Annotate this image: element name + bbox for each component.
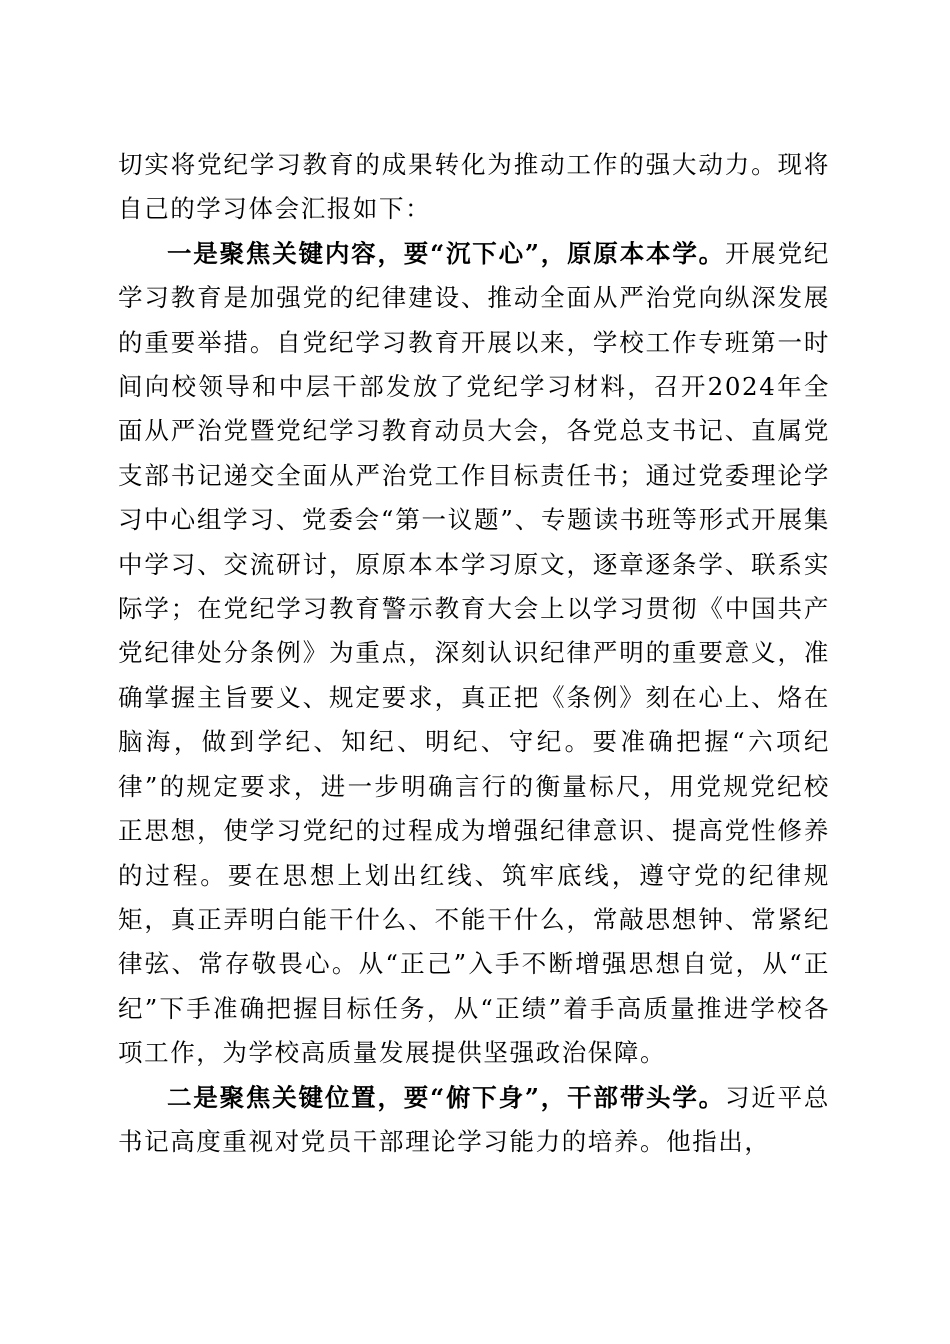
paragraph-lead: 二是聚焦关键位置，要“俯下身”，干部带头学。: [167, 1082, 725, 1112]
paragraph-point-one: [118, 232, 830, 1076]
paragraph-text: 开展党纪学习教育是加强党的纪律建设、推动全面从严治党向纵深发展的重要举措。自党纪学习教育开展以来，学校工作专班第一时间向校领导和中层干部发放了党纪学习材料，召开2024年全面从严治党暨党纪学习教育动员大会，各党总支书记、直属党支部书记递交全面从严治党工作目标责任书；通过党委理论学习中心组学习、党委会“第一议题”、专题读书班等形式开展集中学习、交流研讨，原原本本学习原文，逐章逐条学、联系实际学；在党纪学习教育警示教育大会上以学习贯彻《中国共产党纪律处分条例》为重点，深刻认识纪律严明的重要意义，准确掌握主旨要义、规定要求，真正把《条例》刻在心上、烙在脑海，做到学纪、知纪、明纪、守纪。要准确把握“六项纪律”的规定要求，进一步明确言行的衡量标尺，用党规党纪校正思想，使学习党纪的过程成为增强纪律意识、提高党性修养的过程。要在思想上划出红线、筑牢底线，遵守党的纪律规矩，真正弄明白能干什么、不能干什么，常敲思想钟、常紧纪律弦、常存敬畏心。从“正己”入手不断增强思想自觉，从“正纪”下手准确把握目标任务，从“正绩”着手高质量推进学校各项工作，为学校高质量发展提供坚强政治保障。: [118, 238, 830, 1068]
paragraph-text: 习近平总书记高度重视对党员干部理论学习能力的培养。他指出，: [118, 1082, 830, 1156]
document-body: [118, 143, 830, 1164]
paragraph-text: 切实将党纪学习教育的成果转化为推动工作的强大动力。现将自己的学习体会汇报如下：: [118, 150, 830, 224]
paragraph-intro: [118, 143, 830, 232]
paragraph-point-two: [118, 1076, 830, 1165]
paragraph-lead: 一是聚焦关键内容，要“沉下心”，原原本本学。: [167, 238, 725, 268]
